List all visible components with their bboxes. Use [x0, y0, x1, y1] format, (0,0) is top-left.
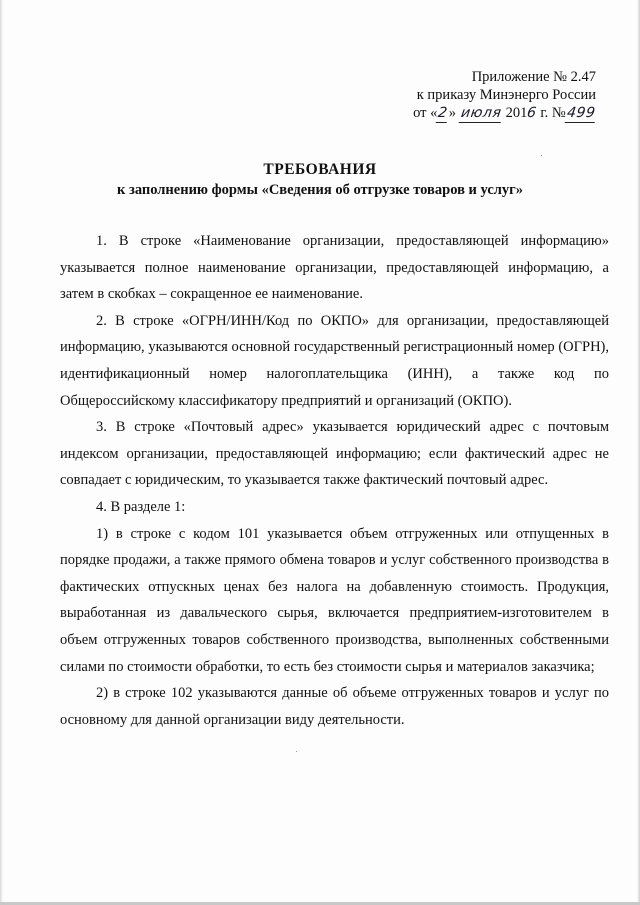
paragraph-4-item-2: 2) в строке 102 указываются данные об объеме отгруженных товаров и услуг по основному для данной организации виду деятельности. [60, 685, 609, 728]
paragraph-4-item-1: 1) в строке с кодом 101 указывается объем отгруженных или отпущенных в порядке продажи, а также прямого обмена товаров и услуг собственного производства в фактических отпускных ценах без налога на добавленную стоимость. Продукция, выработанная из давальческого сырья, включается предприятием-изготовителем в объем отгруженных товаров собственного производства, выполненных собственными силами по стоимости обработки, то есть без стоимости сырья и материалов заказчика; [60, 525, 609, 675]
scan-speck [296, 751, 297, 752]
appendix-number: Приложение № 2.47 [471, 69, 596, 85]
paragraph-1: 1. В строке «Наименование организации, предоставляющей информацию» указывается полное наименование организации, предоставляющей информацию, а затем в скобках – сокращенное ее наименование. [60, 233, 609, 303]
handwritten-order-number: 499 [565, 105, 597, 121]
title-subtitle: к заполнению формы «Сведения об отгрузке товаров и услуг» [117, 182, 523, 198]
year-prefix: 201 [501, 105, 528, 121]
scan-edge-left [0, 0, 3, 905]
date-mid: » [448, 105, 460, 121]
paragraph-2: 2. В строке «ОГРН/ИНН/Код по ОКПО» для организации, предоставляющей информацию, указываются основной государственный регистрационный номер (ОГРН), идентификационный номер налогоплательщика (ИНН), а также код по Общероссийскому классификатору предприятий и организаций (ОКПО). [60, 312, 609, 409]
date-prefix: от « [413, 105, 438, 121]
document-body [60, 228, 609, 733]
handwritten-year-digit: 6 [526, 105, 538, 121]
document-title [0, 160, 640, 200]
handwritten-day: 2 [437, 105, 449, 121]
paragraph-4: 4. В разделе 1: [96, 498, 186, 515]
appendix-header [336, 68, 596, 123]
number-prefix: г. № [536, 105, 566, 121]
order-reference: к приказу Минэнерго России [416, 87, 596, 103]
handwritten-month: июля [459, 105, 503, 121]
title-main: ТРЕБОВАНИЯ [263, 161, 377, 178]
scan-speck [541, 155, 542, 156]
paragraph-3: 3. В строке «Почтовый адрес» указывается юридический адрес с почтовым индексом организации, предоставляющей информацию; если фактический адрес не совпадает с юридическим, то указывается также фактический почтовый адрес. [60, 419, 609, 489]
order-date-line [336, 104, 596, 123]
